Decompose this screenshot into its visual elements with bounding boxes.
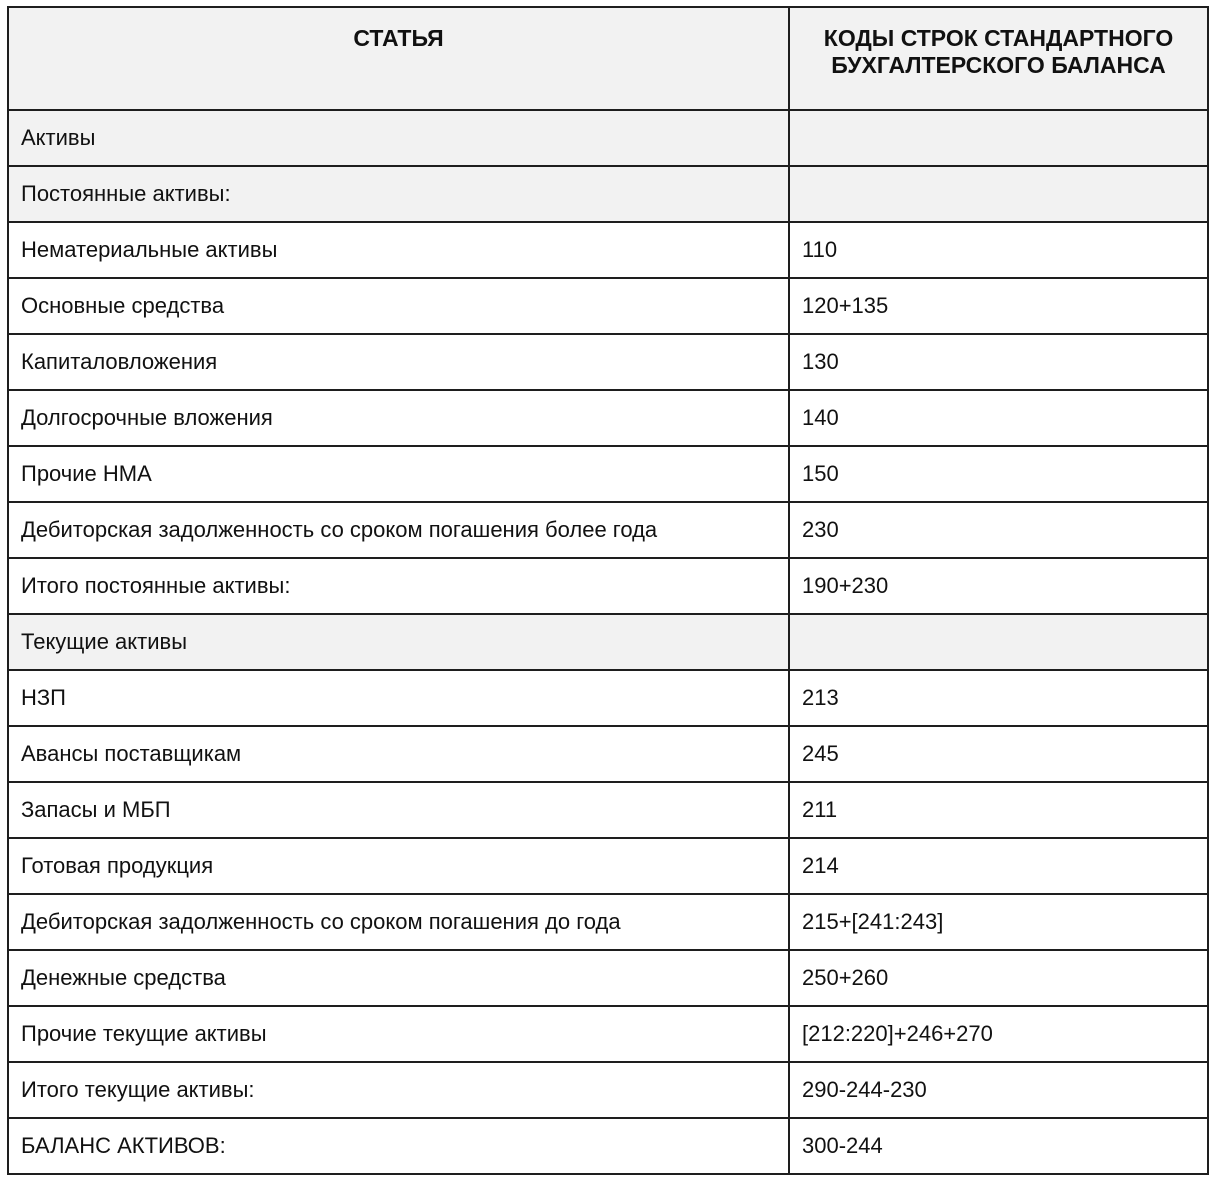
code-cell: 215+[241:243] bbox=[789, 894, 1208, 950]
article-cell: Дебиторская задолженность со сроком погашения до года bbox=[8, 894, 789, 950]
table-body bbox=[8, 110, 1208, 1174]
article-cell: Авансы поставщикам bbox=[8, 726, 789, 782]
table-row bbox=[8, 670, 1208, 726]
article-cell: Дебиторская задолженность со сроком погашения более года bbox=[8, 502, 789, 558]
article-cell: Постоянные активы: bbox=[8, 166, 789, 222]
article-cell: Активы bbox=[8, 110, 789, 166]
code-cell: 211 bbox=[789, 782, 1208, 838]
article-cell: Прочие НМА bbox=[8, 446, 789, 502]
code-cell: 230 bbox=[789, 502, 1208, 558]
article-cell: НЗП bbox=[8, 670, 789, 726]
table-row bbox=[8, 1006, 1208, 1062]
section-row bbox=[8, 110, 1208, 166]
table-row bbox=[8, 502, 1208, 558]
table-row bbox=[8, 950, 1208, 1006]
article-cell: Прочие текущие активы bbox=[8, 1006, 789, 1062]
section-row bbox=[8, 614, 1208, 670]
article-cell: Капиталовложения bbox=[8, 334, 789, 390]
code-cell: 245 bbox=[789, 726, 1208, 782]
article-cell: Долгосрочные вложения bbox=[8, 390, 789, 446]
table-row bbox=[8, 446, 1208, 502]
code-cell: 213 bbox=[789, 670, 1208, 726]
table-row bbox=[8, 838, 1208, 894]
header-codes-line-1: КОДЫ СТРОК СТАНДАРТНОГО bbox=[823, 25, 1174, 51]
header-article: СТАТЬЯ bbox=[8, 7, 789, 110]
table-row bbox=[8, 726, 1208, 782]
table-row bbox=[8, 222, 1208, 278]
table-row bbox=[8, 558, 1208, 614]
article-cell: Основные средства bbox=[8, 278, 789, 334]
code-cell: 110 bbox=[789, 222, 1208, 278]
code-cell bbox=[789, 110, 1208, 166]
table-row bbox=[8, 894, 1208, 950]
header-codes-line-2: БУХГАЛТЕРСКОГО БАЛАНСА bbox=[831, 52, 1166, 78]
code-cell: 120+135 bbox=[789, 278, 1208, 334]
article-cell: Текущие активы bbox=[8, 614, 789, 670]
code-cell: 250+260 bbox=[789, 950, 1208, 1006]
balance-codes-table bbox=[7, 6, 1209, 1175]
article-cell: Итого текущие активы: bbox=[8, 1062, 789, 1118]
code-cell: 140 bbox=[789, 390, 1208, 446]
code-cell bbox=[789, 166, 1208, 222]
table-row bbox=[8, 1062, 1208, 1118]
code-cell: [212:220]+246+270 bbox=[789, 1006, 1208, 1062]
article-cell: Готовая продукция bbox=[8, 838, 789, 894]
article-cell: БАЛАНС АКТИВОВ: bbox=[8, 1118, 789, 1174]
table-row bbox=[8, 278, 1208, 334]
article-cell: Денежные средства bbox=[8, 950, 789, 1006]
table-row bbox=[8, 390, 1208, 446]
code-cell: 150 bbox=[789, 446, 1208, 502]
table-header-row bbox=[8, 7, 1208, 110]
code-cell: 214 bbox=[789, 838, 1208, 894]
article-cell: Запасы и МБП bbox=[8, 782, 789, 838]
section-row bbox=[8, 166, 1208, 222]
code-cell: 290-244-230 bbox=[789, 1062, 1208, 1118]
article-cell: Нематериальные активы bbox=[8, 222, 789, 278]
code-cell: 190+230 bbox=[789, 558, 1208, 614]
header-codes bbox=[789, 7, 1208, 110]
table-row bbox=[8, 1118, 1208, 1174]
table-row bbox=[8, 334, 1208, 390]
code-cell: 300-244 bbox=[789, 1118, 1208, 1174]
article-cell: Итого постоянные активы: bbox=[8, 558, 789, 614]
code-cell: 130 bbox=[789, 334, 1208, 390]
code-cell bbox=[789, 614, 1208, 670]
table-row bbox=[8, 782, 1208, 838]
